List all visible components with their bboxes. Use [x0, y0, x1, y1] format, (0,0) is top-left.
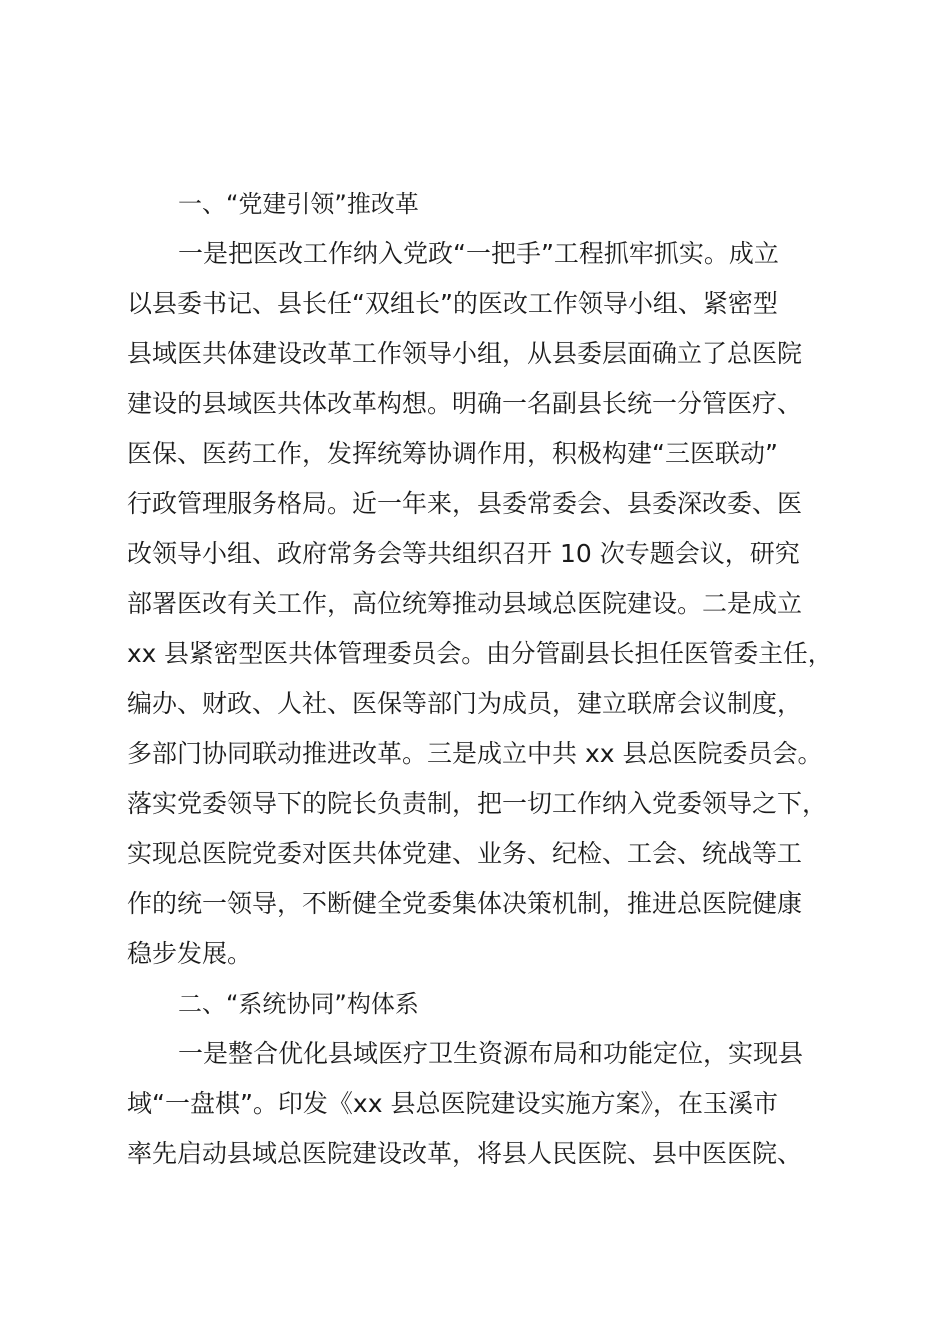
section-1-line-6: 行政管理服务格局。近一年来，县委常委会、县委深改委、医 [127, 489, 803, 518]
section-1-line-15: 稳步发展。 [127, 939, 253, 968]
section-1-line-2: 以县委书记、县长任“双组长”的医改工作领导小组、紧密型 [127, 289, 778, 318]
section-1-heading: 一、“党建引领”推改革 [178, 190, 419, 218]
section-1-line-3: 县域医共体建设改革工作领导小组，从县委层面确立了总医院 [127, 339, 803, 368]
section-1-line-14: 作的统一领导，不断健全党委集体决策机制，推进总医院健康 [127, 889, 803, 918]
section-1-line-9: xx 县紧密型医共体管理委员会。由分管副县长担任医管委主任， [127, 639, 833, 668]
section-1-line-4: 建设的县域医共体改革构想。明确一名副县长统一分管医疗、 [127, 389, 803, 418]
section-2-line-1: 一是整合优化县域医疗卫生资源布局和功能定位，实现县 [178, 1039, 804, 1068]
section-2-heading: 二、“系统协同”构体系 [178, 990, 419, 1018]
section-1-line-13: 实现总医院党委对医共体党建、业务、纪检、工会、统战等工 [127, 839, 803, 868]
section-1-line-7: 改领导小组、政府常务会等共组织召开 10 次专题会议，研究 [127, 539, 800, 568]
section-1-line-10: 编办、财政、人社、医保等部门为成员，建立联席会议制度， [127, 689, 803, 718]
section-1-line-5: 医保、医药工作，发挥统筹协调作用，积极构建“三医联动” [127, 439, 778, 468]
section-1-line-8: 部署医改有关工作，高位统筹推动县域总医院建设。二是成立 [127, 589, 803, 618]
section-1-line-1: 一是把医改工作纳入党政“一把手”工程抓牢抓实。成立 [178, 239, 779, 268]
section-1-line-11: 多部门协同联动推进改革。三是成立中共 xx 县总医院委员会。 [127, 739, 823, 768]
section-1-line-12: 落实党委领导下的院长负责制，把一切工作纳入党委领导之下， [127, 789, 828, 818]
section-2-line-2: 域“一盘棋”。印发《xx 县总医院建设实施方案》，在玉溪市 [127, 1089, 778, 1118]
section-2-line-3: 率先启动县域总医院建设改革，将县人民医院、县中医医院、 [127, 1139, 803, 1168]
